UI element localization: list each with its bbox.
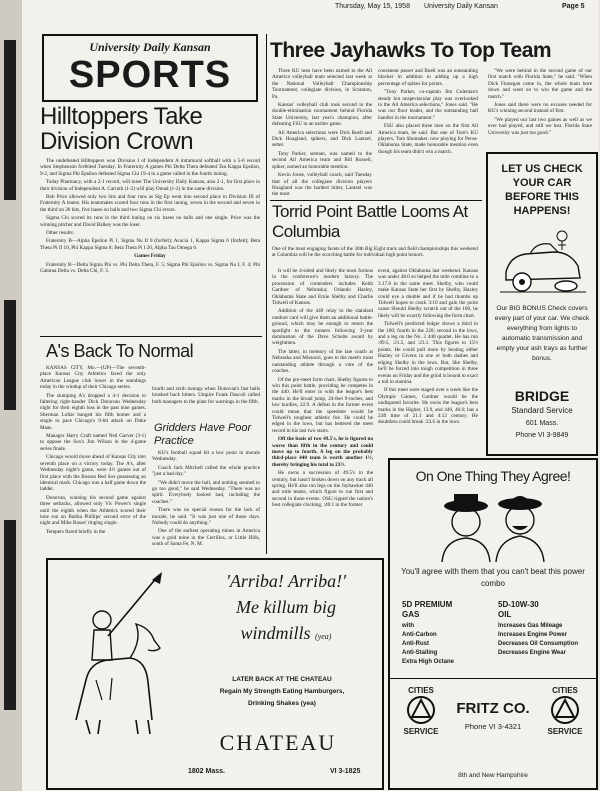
adjacent-page-edge — [0, 0, 23, 791]
divider-line — [270, 200, 482, 201]
fritz-oil-item: Increases Engine Power — [498, 632, 568, 638]
torrid-c2-p3: If this meet were staged over a week like the Olympic Games, Gardner would be the undisputed favorite. He owns the league's best marks in the Higher, 13.9, and 440, 46.6; has a 23ft time of 21.1 and 4:12 century. He doubtless could break :23.6 in the lows. — [378, 387, 478, 426]
chateau-address: 1802 Mass. — [188, 768, 225, 775]
cities-service-logo-left — [394, 686, 448, 736]
torrid-c1-p3: The latter, in memory of the late coach at Nebraska and Missouri, goes to the meet's most outstanding athlete through a vote of the coaches. — [272, 348, 373, 375]
hilltoppers-p3: Bob Price allowed only two hits and four runs as Sig Ep went into second place in Division III of Fraternity A teams. His teammates scored four runs in the first inning, seven in the second and seven in the third on 20 hits, five bases on balls and two Sigma Chi errors. — [40, 194, 260, 213]
torrid-c1-p5: Off the basis of two 49.5's, he is figured no worse than fifth in the century and could move up to fourth. A leg on the probably third-place 440 team is worth another 1½, thereby bringing his total to 23½. — [272, 436, 373, 468]
cities-text: CITIES — [408, 686, 434, 695]
torrid-c2-p2: Tidwell's predicted ledger shows a third in the 100; fourth in the 220; second in the lows, and a leg on the No. 2 440 quartet. He has run :09.5, :21.5, and :23.1. This figures to 15½ points. He could pull more by beating either Hazley or Givens in one or both dashes and edging Shelby in the lows. But, like Shelby, he'll be forced into tough competition in three events on Friday and the grind is bound to exact a toll in stamina. — [378, 321, 478, 385]
torrid-col1 — [272, 268, 373, 554]
jayhawks-col3 — [488, 68, 592, 148]
torrid-c1-p1: It will be 4-sided and likely the most furious in the conference's modern history. The procession of contenders includes Keith Gardner of Nebraska; Orlando Hazley, Oklahoma State and Ernie Shelby and Charlie Tidwell of Kansas. — [272, 268, 373, 307]
bridge-phone: Phone VI 3-9849 — [515, 432, 569, 439]
gridders-body — [152, 450, 260, 552]
bridge-brand: BRIDGE — [514, 388, 570, 404]
hilltoppers-p5: Other results: — [46, 230, 75, 237]
athletics-headline: A's Back To Normal — [46, 341, 194, 361]
chateau-slogan — [198, 570, 374, 648]
bridge-sub: Standard Service — [511, 406, 573, 415]
fritz-oil-title2: OIL — [498, 610, 512, 619]
masthead-section: SPORTS — [68, 54, 232, 96]
bridge-ad-body: Our BIG BONUS Check covers every part of your car. We check everything from lights to automatic transmission and empty your ash trays as further bonus. — [494, 305, 590, 362]
jayhawks-c1-p3: All America selections were Dick Buell and Dick Hoagland, spikers, and Dick Lantzel, setter. — [272, 129, 372, 149]
jayhawks-c2-p1: consistent passer and Buell was an outstanding blocker in addition to adding up a high percentage of spikes for points. — [378, 68, 478, 87]
hilltoppers-p6: Fraternity B—Alpha Epsilon Pi 1, Sigma Nu II 0 (forfeit); Acacia 1, Kappa Sigma 0 (forfeit); Beta Theta Pi II 10, Phi Kappa Sigma 8; Beta Theta Pi I 20, Alpha Tau Omega 6. — [40, 238, 260, 251]
masthead-banner: University Daily Kansan — [89, 40, 211, 54]
chateau-yea-text: (yea) — [315, 632, 332, 641]
folio-date: Thursday, May 15, 1958 — [335, 3, 410, 10]
cities-service-logo-right — [538, 686, 592, 736]
fritz-tagline: You'll agree with them that you can't beat this power combo — [401, 567, 585, 588]
jayhawks-c2-p2: "Tony Parker, co-captain Jim Coleman's steady but unspectacular play was overlooked in the All America selections," Jones said. "He was our floor leader, and the outstanding ball handler in the tournament." — [378, 89, 478, 121]
folio-paper: University Daily Kansan — [424, 3, 498, 10]
gridders-headline: Gridders Have Poor Practice — [154, 422, 252, 447]
jayhawks-col1 — [272, 68, 372, 200]
torrid-c1-p6: He owns a succession of 49.5's in the century, but hasn't broken down on any track all spring. He'll also run legs on the Jayhawker 440 and mile teams, which figure to run first and second in those events. OSU ripped the nation's best collegiate clocking, :40.1 in the former — [272, 470, 373, 509]
sports-masthead — [42, 34, 258, 102]
chateau-slogan-line1: 'Arriba! Arriba!' — [226, 571, 346, 591]
torrid-intro: One of the most engaging facets of the 30th Big Eight track and field championships this weekend at Columbia will be the scorching battle for individual high point honors. — [272, 246, 478, 259]
gridders-p4: There was no special reason for the lack of morale, he said. "It was just one of those days. Nobody could do anything." — [152, 507, 260, 527]
cities-service-trefoil-icon — [404, 695, 438, 725]
chateau-slogan-line3 — [198, 622, 374, 648]
fritz-gas-item: Anti-Rust — [402, 641, 429, 647]
fritz-name: FRITZ CO. — [456, 700, 530, 717]
hilltoppers-p1: The undefeated Hilltoppers won Division I of Independent A intramural softball with a 5-0 record when Stephenson forfeited Tuesday. In Fraternity A games Phi Delta Theta defeated Tau Kappa Epsilon, 9-2, and Sigma Phi Epsilon defeated Sigma Chi 19-4 in a game called in the fourth inning. — [40, 158, 260, 177]
fritz-oil-column — [498, 600, 592, 658]
jayhawks-c1-p1: Three KU men have been named to the All America volleyball team selected last week at the National Volleyball Championship Tournament, collegiate division, in Scranton, Pa. — [272, 68, 372, 100]
chateau-copy — [184, 674, 380, 710]
hilltoppers-p2: Today Pharmacy, with a 2-1 record, will meet The University Daily Kansan, also 2-1, for first place in their division of Independent A. Carruth (1-2) will play Oread (1-2) in the same division. — [40, 179, 260, 192]
fritz-headline: On One Thing They Agree! — [415, 468, 571, 484]
torrid-c1-p4: Of the pre-meet form chart, Shelby figures to win this point battle, providing he competes in the 440. He'll enter in with the league's best marks in the broad jump, 24-feet 9-inches, and low hurdles, 22.9. A defeat in the former event could mean that the speedster would be Tidwell's toughest athletic foe. He could be edged in the lows, but has bettered the meet record in his last two starts. — [272, 376, 373, 434]
chateau-slogan-line2: Me killum big — [236, 597, 336, 617]
divider-line — [40, 336, 262, 337]
hilltoppers-p4: Sigma Chi scored its runs in the third inning on six bases on balls and one single. Price was the winning pitcher and David Balkey was the loser. — [40, 215, 260, 228]
two-men-illustration — [428, 490, 558, 562]
knight-on-horse-illustration — [56, 570, 166, 738]
fritz-oil-title1: 5D-10W-30 — [498, 600, 539, 609]
flat-tire-car-illustration — [496, 222, 588, 300]
bridge-address: 601 Mass. — [525, 420, 559, 427]
fritz-oil-item: Decreases Oil Consumption — [498, 641, 579, 647]
folio-page: Page 5 — [562, 3, 585, 10]
gridders-p5: One of the earliest operating mines in America was a gold mine in the Cerrillos, or Little Hills, south of Santa Fe, N. M. — [152, 528, 260, 548]
jayhawks-c1-p5: Kevin Jones, volleyball coach, said Tuesday that of all the collegiate division players Hoagland was the hardest hitter, Lantzel was the most — [272, 172, 372, 198]
athletics-col2 — [152, 386, 260, 420]
hilltoppers-body — [40, 158, 260, 334]
fritz-gas-item: Anti-Carbon — [402, 632, 437, 638]
fritz-address: 8th and New Hampshire — [458, 772, 528, 779]
athletics-p2: The slumping A's dropped a 4-1 decision to faltering right-hander Dick Donovan Wednesday night for their eighth loss in the past nine games. Sherman Lollar banged his fifth homer and a single to pace Chicago's 9-hit attack on Duke Maas. — [40, 392, 146, 431]
jayhawks-c3-p1: "We were behind in the second game of our first match with Florida State," he said. "When Dick Finnegan came in, the whole team bore down and went on to win the game and the match." — [488, 68, 592, 100]
fritz-gas-item: Anti-Stalling — [402, 650, 438, 656]
athletics-p4: Chicago would move ahead of Kansas City into seventh place on a victory today. The A's, after Wednesday night's game, were 4½ games out of first place with the Boston Red Sox possessing an identical mark. Chicago was a half game down the ladder. — [40, 454, 146, 493]
fritz-gas-item: with — [402, 623, 414, 629]
athletics-col1 — [40, 365, 146, 551]
fritz-gas-title2: GAS — [402, 610, 420, 619]
jayhawks-c3-p3: "We played our last two games as well as we ever had played, and still we lost. Florida State University was just too good." — [488, 116, 592, 136]
gridders-p3: "We didn't move the ball, and nothing seemed to go too good," he said Wednesday. "There was no spirit. Everybody looked bad, including the coaches." — [152, 479, 260, 505]
torrid-c1-p2: Addition of the 440 relay to the standard outdoor card will give them an additional battle-ground, which may be enough to return the spotlight to the runners following 3-year domination of the Dave Schulte award by weightmen. — [272, 308, 373, 347]
chateau-line3: Drinking Shakes (yea) — [248, 700, 316, 707]
fritz-gas-title1: 5D PREMIUM — [402, 600, 453, 609]
jayhawks-c2-p3: FSU also placed three men on the first All America team, he said. But one of Tom's KU players, Tom Shumaker, now playing for Persa-Oklahoma State, made honorable mention even though his team didn't win a match. — [378, 123, 478, 155]
newspaper-page — [22, 0, 598, 791]
gridders-p1: KU's football squad hit a low point in morale Wednesday. — [152, 450, 260, 463]
cities-text: CITIES — [552, 686, 578, 695]
divider-line — [390, 678, 596, 679]
bridge-title-line1: LET US CHECK — [501, 163, 583, 175]
chateau-line2: Regain My Strength Eating Hamburgers, — [219, 688, 345, 695]
bridge-service-ad — [486, 152, 598, 456]
hilltoppers-p8: Fraternity B—Delta Sigma Phi vs. Phi Delta Theta, F. 5; Sigma Phi Epsilon vs. Sigma Nu I, F. 4; Phi Gamma Delta vs. Delta Chi, F. 3. — [40, 261, 260, 275]
hilltoppers-p7: Games Friday — [134, 253, 166, 260]
chateau-windmills-text: windmills — [240, 623, 311, 643]
jayhawks-c1-p2: Kansas' volleyball club took second in the double-elimination tournament behind Florida State University, last year's champion, after defeating FSU in an earlier game. — [272, 102, 372, 128]
athletics-p3: Manager Harry Craft named Ned Garver (3-1) to oppose the Sox's Jim Wilson in the 4-game series finale. — [40, 433, 146, 452]
cities-service-trefoil-icon — [548, 695, 582, 725]
bridge-title-line2: YOUR CAR — [512, 177, 572, 189]
jayhawks-c3-p2: Jones said there were no excuses needed for KU's winning second instead of first. — [488, 102, 592, 115]
fritz-co-ad — [388, 458, 598, 790]
chateau-line1: LATER BACK AT THE CHATEAU — [232, 676, 332, 683]
athletics-p1: KANSAS CITY, Mo.—(UP)—The seventh-place Kansas City Athletics faced the only American League club lower in the standings today in the windup of their Chicago series. — [40, 365, 146, 391]
fritz-gas-column — [402, 600, 498, 667]
column-rule — [266, 34, 267, 554]
bridge-title-line4: HAPPENS! — [513, 205, 571, 217]
service-text: SERVICE — [403, 727, 439, 736]
athletics-p6: Tempers flared briefly in the — [46, 528, 106, 535]
chateau-name: CHATEAU — [219, 730, 337, 755]
bridge-ad-title — [488, 162, 596, 218]
chateau-ad — [46, 558, 384, 790]
jayhawks-col2 — [378, 68, 478, 200]
fritz-phone: Phone VI 3-4321 — [464, 722, 522, 731]
jayhawks-headline: Three Jayhawks To Top Team — [270, 39, 552, 62]
gridders-p2: Coach Jack Mitchell called the whole practice "just a bad day." — [152, 464, 260, 478]
athletics-p7: fourth and sixth innings when Donovan's fast balls brushed back hitters. Umpire Frank Dascoli called both managers to the plate for warnings in the fifth. — [152, 386, 260, 405]
jayhawks-c1-p4: Tony Parker, setman, was named to the second All America team and Bill Russell, spiker, earned an honorable mention. — [272, 150, 372, 170]
fritz-oil-item: Decreases Engine Wear — [498, 650, 566, 656]
hilltoppers-headline: Hilltoppers Take Division Crown — [40, 103, 203, 155]
bridge-title-line3: BEFORE THIS — [505, 191, 579, 203]
torrid-c2-p1: event, against Oklahoma last weekend. Kansas was under 48.0 so helped the mile combine to a 3.17.8 in the same meet. Shelby, who could make Kansas State her first by Shelby, Hazley could eye a double and if he had thumbs up Tidwell hopes to crack 3:10 and gain the point cause Should Shelby scratch out of the 100, he likely will be exactly following the form chart. — [378, 268, 478, 319]
torrid-headline: Torrid Point Battle Looms At Columbia — [272, 202, 468, 241]
fritz-gas-item: Extra High Octane — [402, 659, 455, 665]
fritz-oil-item: Increases Gas Mileage — [498, 623, 563, 629]
service-text: SERVICE — [547, 727, 583, 736]
athletics-p5: Donovan, winning his second game against three setbacks, allowed only Vic Power's single until the eighth when the Athletics scored their lone run on Bubba Phillips' second error of the night and Mike Baxes' ringing single. — [40, 494, 146, 527]
chateau-phone: VI 3-1825 — [330, 768, 361, 775]
